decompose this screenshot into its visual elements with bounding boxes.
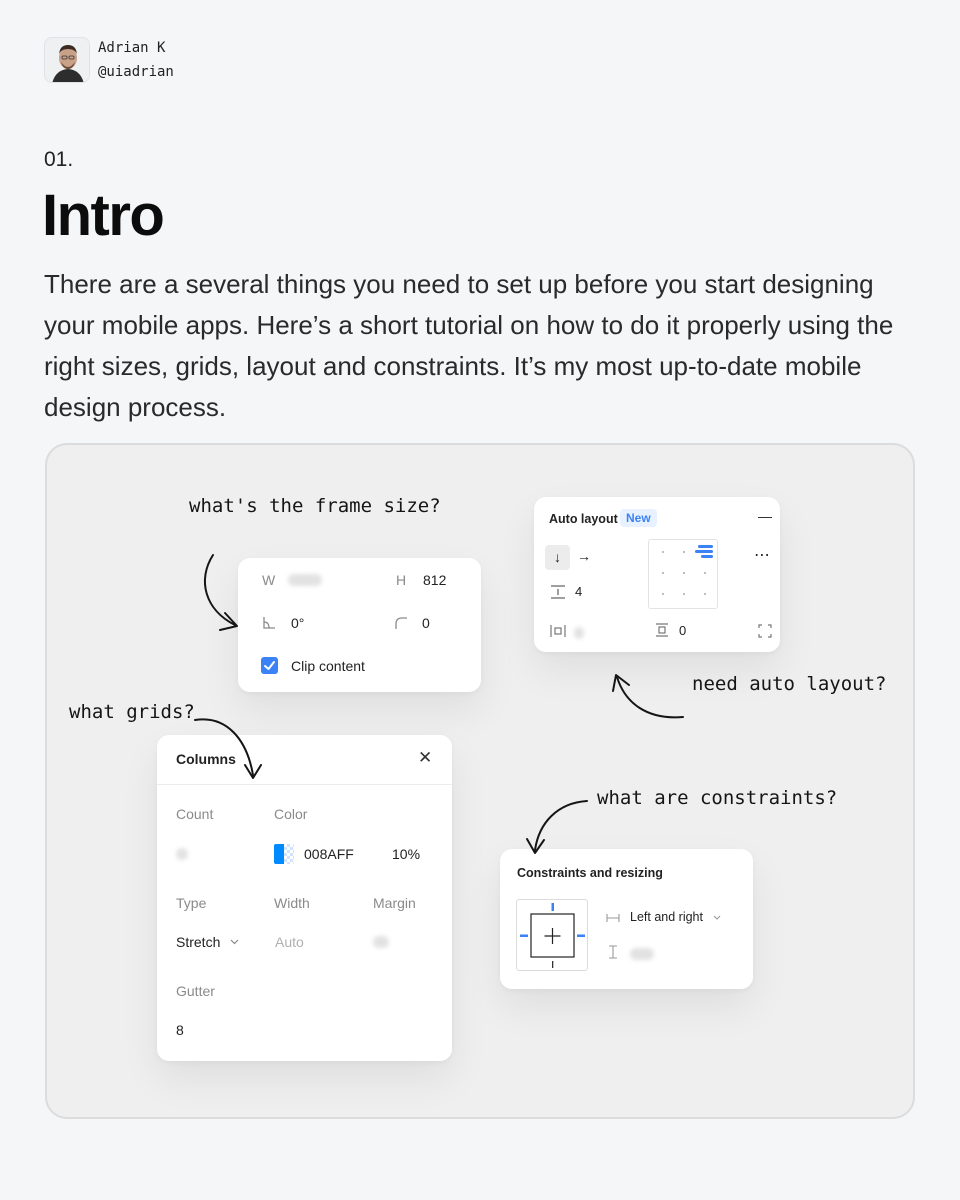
height-value[interactable]: 812 xyxy=(423,572,447,588)
constraints-title: Constraints and resizing xyxy=(517,866,663,880)
annotation-auto-layout: need auto layout? xyxy=(692,673,887,695)
height-label: H xyxy=(396,572,407,588)
annotation-arrows xyxy=(47,445,915,1119)
author-name: Adrian K xyxy=(98,40,166,56)
width-value[interactable]: Auto xyxy=(275,934,304,950)
close-icon[interactable]: ✕ xyxy=(418,748,433,767)
horizontal-constraint-select[interactable]: Left and right xyxy=(630,910,703,924)
type-select[interactable]: Stretch xyxy=(176,934,221,950)
gutter-value[interactable]: 8 xyxy=(176,1022,184,1038)
clip-content-label: Clip content xyxy=(291,658,365,674)
more-options-button[interactable]: ⋯ xyxy=(754,547,771,564)
vertical-direction-button[interactable]: ↓ xyxy=(545,545,570,570)
auto-layout-title: Auto layout xyxy=(549,512,618,526)
vertical-padding-value[interactable]: 0 xyxy=(679,623,687,638)
width-label: W xyxy=(262,572,276,588)
remove-auto-layout-button[interactable]: — xyxy=(758,508,772,524)
horizontal-direction-button[interactable]: → xyxy=(577,548,591,564)
avatar xyxy=(44,37,90,83)
gutter-label: Gutter xyxy=(176,983,215,999)
section-number: 01. xyxy=(44,148,74,171)
avatar-illustration xyxy=(45,38,90,83)
color-opacity-value[interactable]: 10% xyxy=(392,846,421,862)
intro-paragraph: There are a several things you need to set up before you start designing your mobile apps. Here’s a short tutorial on how to do it properly using the right sizes, grids, layout and constraints. It’s my most up-to-date mobile design process. xyxy=(44,269,894,422)
color-label: Color xyxy=(274,806,308,822)
page-title: Intro xyxy=(42,183,164,248)
new-badge: New xyxy=(620,509,657,527)
margin-label: Margin xyxy=(373,895,416,911)
corner-radius-value[interactable]: 0 xyxy=(422,615,430,631)
author-handle: @uiadrian xyxy=(98,64,174,80)
author xyxy=(44,36,174,84)
count-label: Count xyxy=(176,806,214,822)
annotation-grids: what grids? xyxy=(69,701,195,723)
annotation-constraints: what are constraints? xyxy=(597,787,838,809)
rotation-value[interactable]: 0° xyxy=(291,615,305,631)
type-label: Type xyxy=(176,895,207,911)
color-hex-value[interactable]: 008AFF xyxy=(304,846,354,862)
annotation-frame-size: what's the frame size? xyxy=(189,495,441,517)
spacing-value[interactable]: 4 xyxy=(575,584,583,599)
columns-title: Columns xyxy=(176,751,236,767)
width-label: Width xyxy=(274,895,310,911)
illustration-canvas xyxy=(45,443,915,1119)
